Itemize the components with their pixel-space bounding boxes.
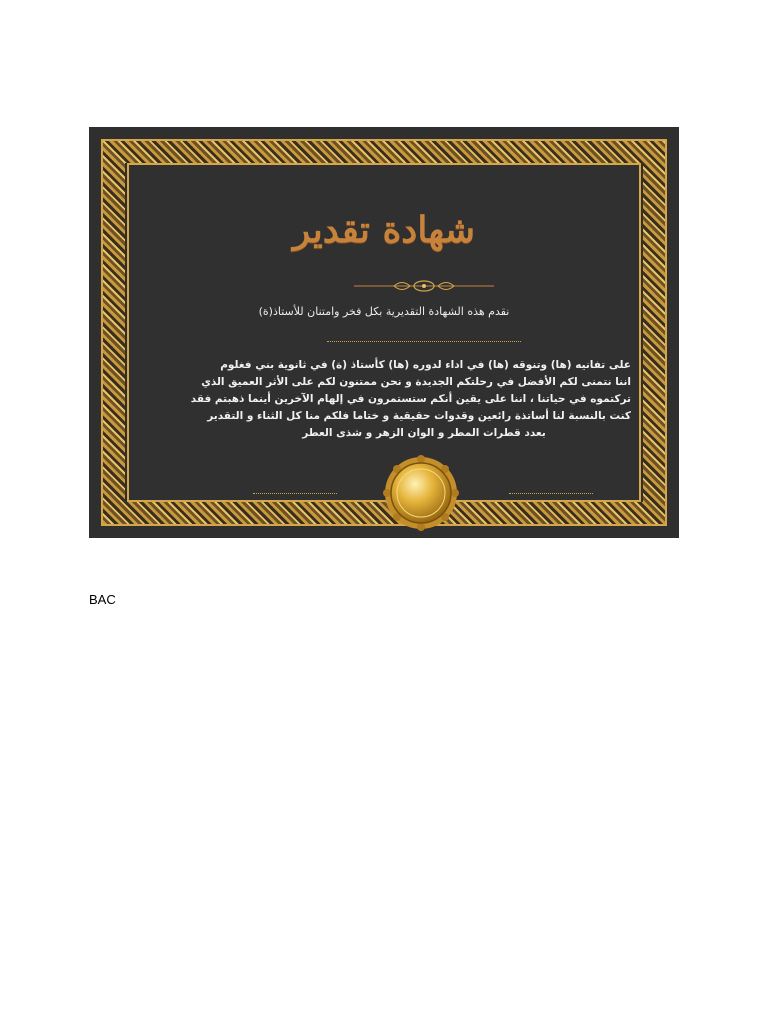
signature-line-right <box>509 485 593 494</box>
footer-text: BAC <box>89 592 116 607</box>
certificate-subtitle: نقدم هذه الشهادة التقديرية بكل فخر وامتنان للأستاذ(ة) <box>258 305 510 318</box>
certificate-title: شهادة تقدير <box>292 209 476 251</box>
gold-seal-icon <box>383 455 459 531</box>
certificate <box>89 127 679 538</box>
body-line: بعدد قطرات المطر و الوان الزهر و شذى العطر <box>302 427 546 439</box>
ornament-divider-icon <box>354 279 494 293</box>
recipient-name-line <box>327 333 521 342</box>
body-line: تركتموه في حياتنا ، اننا على يقين أنكم ستستمرون في إلهام الآخرين أينما ذهبتم فقد <box>190 393 631 405</box>
certificate-panel <box>129 165 639 500</box>
body-line: اننا نتمنى لكم الأفضل في رحلتكم الجديدة و نحن ممتنون لكم على الأثر العميق الذي <box>201 376 631 388</box>
certificate-body <box>190 357 631 442</box>
body-line: على تفانيه (ها) وتنوقه (ها) في اداء لدوره (ها) كأستاذ (ة) في ثانوية بني فغلوم <box>220 359 631 371</box>
body-line: كنت بالنسبة لنا أساتذة رائعين وقدوات حقيقية و ختاما فلكم منا كل الثناء و التقدير <box>207 410 631 422</box>
signature-line-left <box>253 485 337 494</box>
